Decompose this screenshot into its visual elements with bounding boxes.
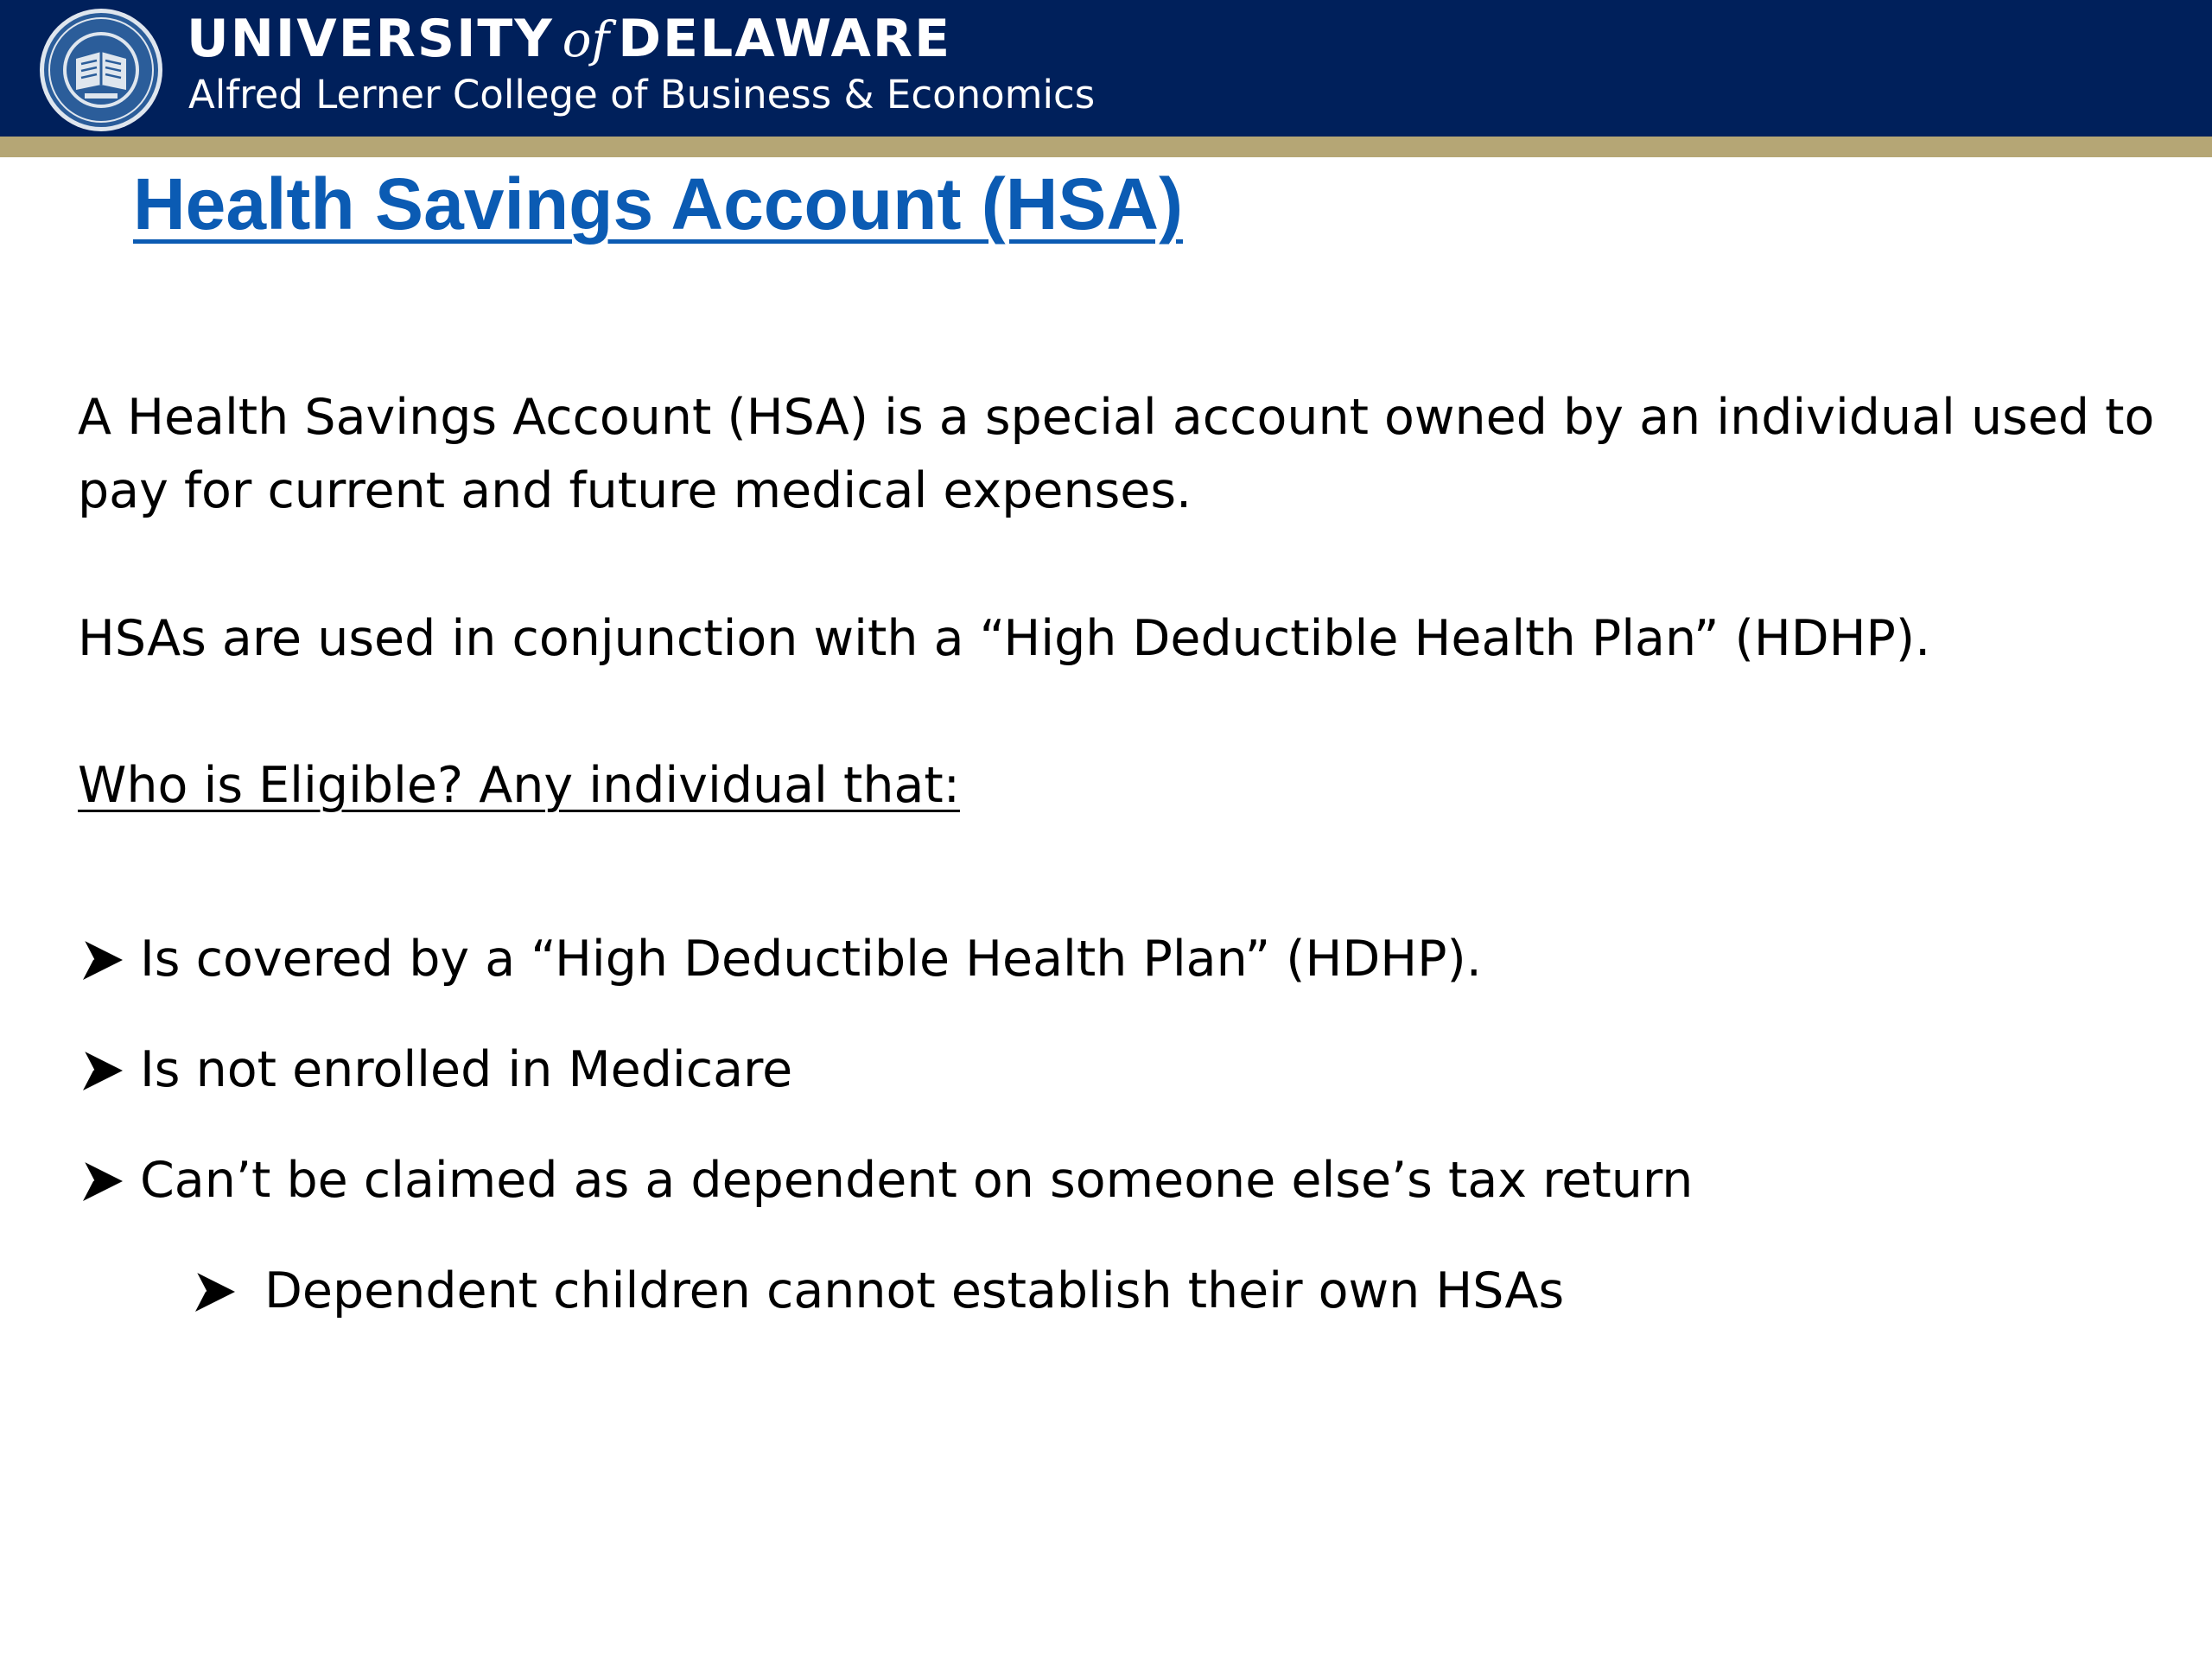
list-item (79, 1146, 1693, 1215)
header-gold-stripe (0, 137, 2212, 157)
arrow-bullet-icon (79, 1047, 126, 1094)
list-item (79, 925, 1482, 994)
eligibility-heading: Who is Eligible? Any individual that: (78, 757, 960, 814)
sub-list-item (192, 1256, 1564, 1325)
header-banner (0, 0, 2212, 137)
list-item (79, 1035, 792, 1104)
sub-bullet-text: Dependent children cannot establish their own HSAs (264, 1262, 1565, 1319)
university-of: of (562, 12, 610, 68)
intro-line-1: A Health Savings Account (HSA) is a special account owned by an individual used to (78, 389, 2155, 446)
college-name: Alfred Lerner College of Business & Economics (188, 72, 1096, 118)
university-prefix: UNIVERSITY (187, 9, 554, 69)
arrow-bullet-icon (79, 937, 126, 983)
intro-line-2: pay for current and future medical expenses. (78, 462, 1192, 519)
arrow-bullet-icon (192, 1268, 238, 1315)
university-name (187, 10, 951, 69)
slide-title: Health Savings Account (HSA) (133, 163, 1184, 245)
university-suffix: DELAWARE (618, 9, 952, 69)
bullet-text: Is covered by a “High Deductible Health Plan” (HDHP). (140, 931, 1482, 988)
arrow-bullet-icon (79, 1158, 126, 1205)
hdhp-paragraph: HSAs are used in conjunction with a “High Deductible Health Plan” (HDHP). (78, 610, 1931, 667)
bullet-text: Is not enrolled in Medicare (140, 1041, 793, 1098)
intro-paragraph (78, 381, 2154, 528)
bullet-text: Can’t be claimed as a dependent on someone else’s tax return (140, 1152, 1694, 1209)
university-seal-icon (38, 7, 164, 133)
